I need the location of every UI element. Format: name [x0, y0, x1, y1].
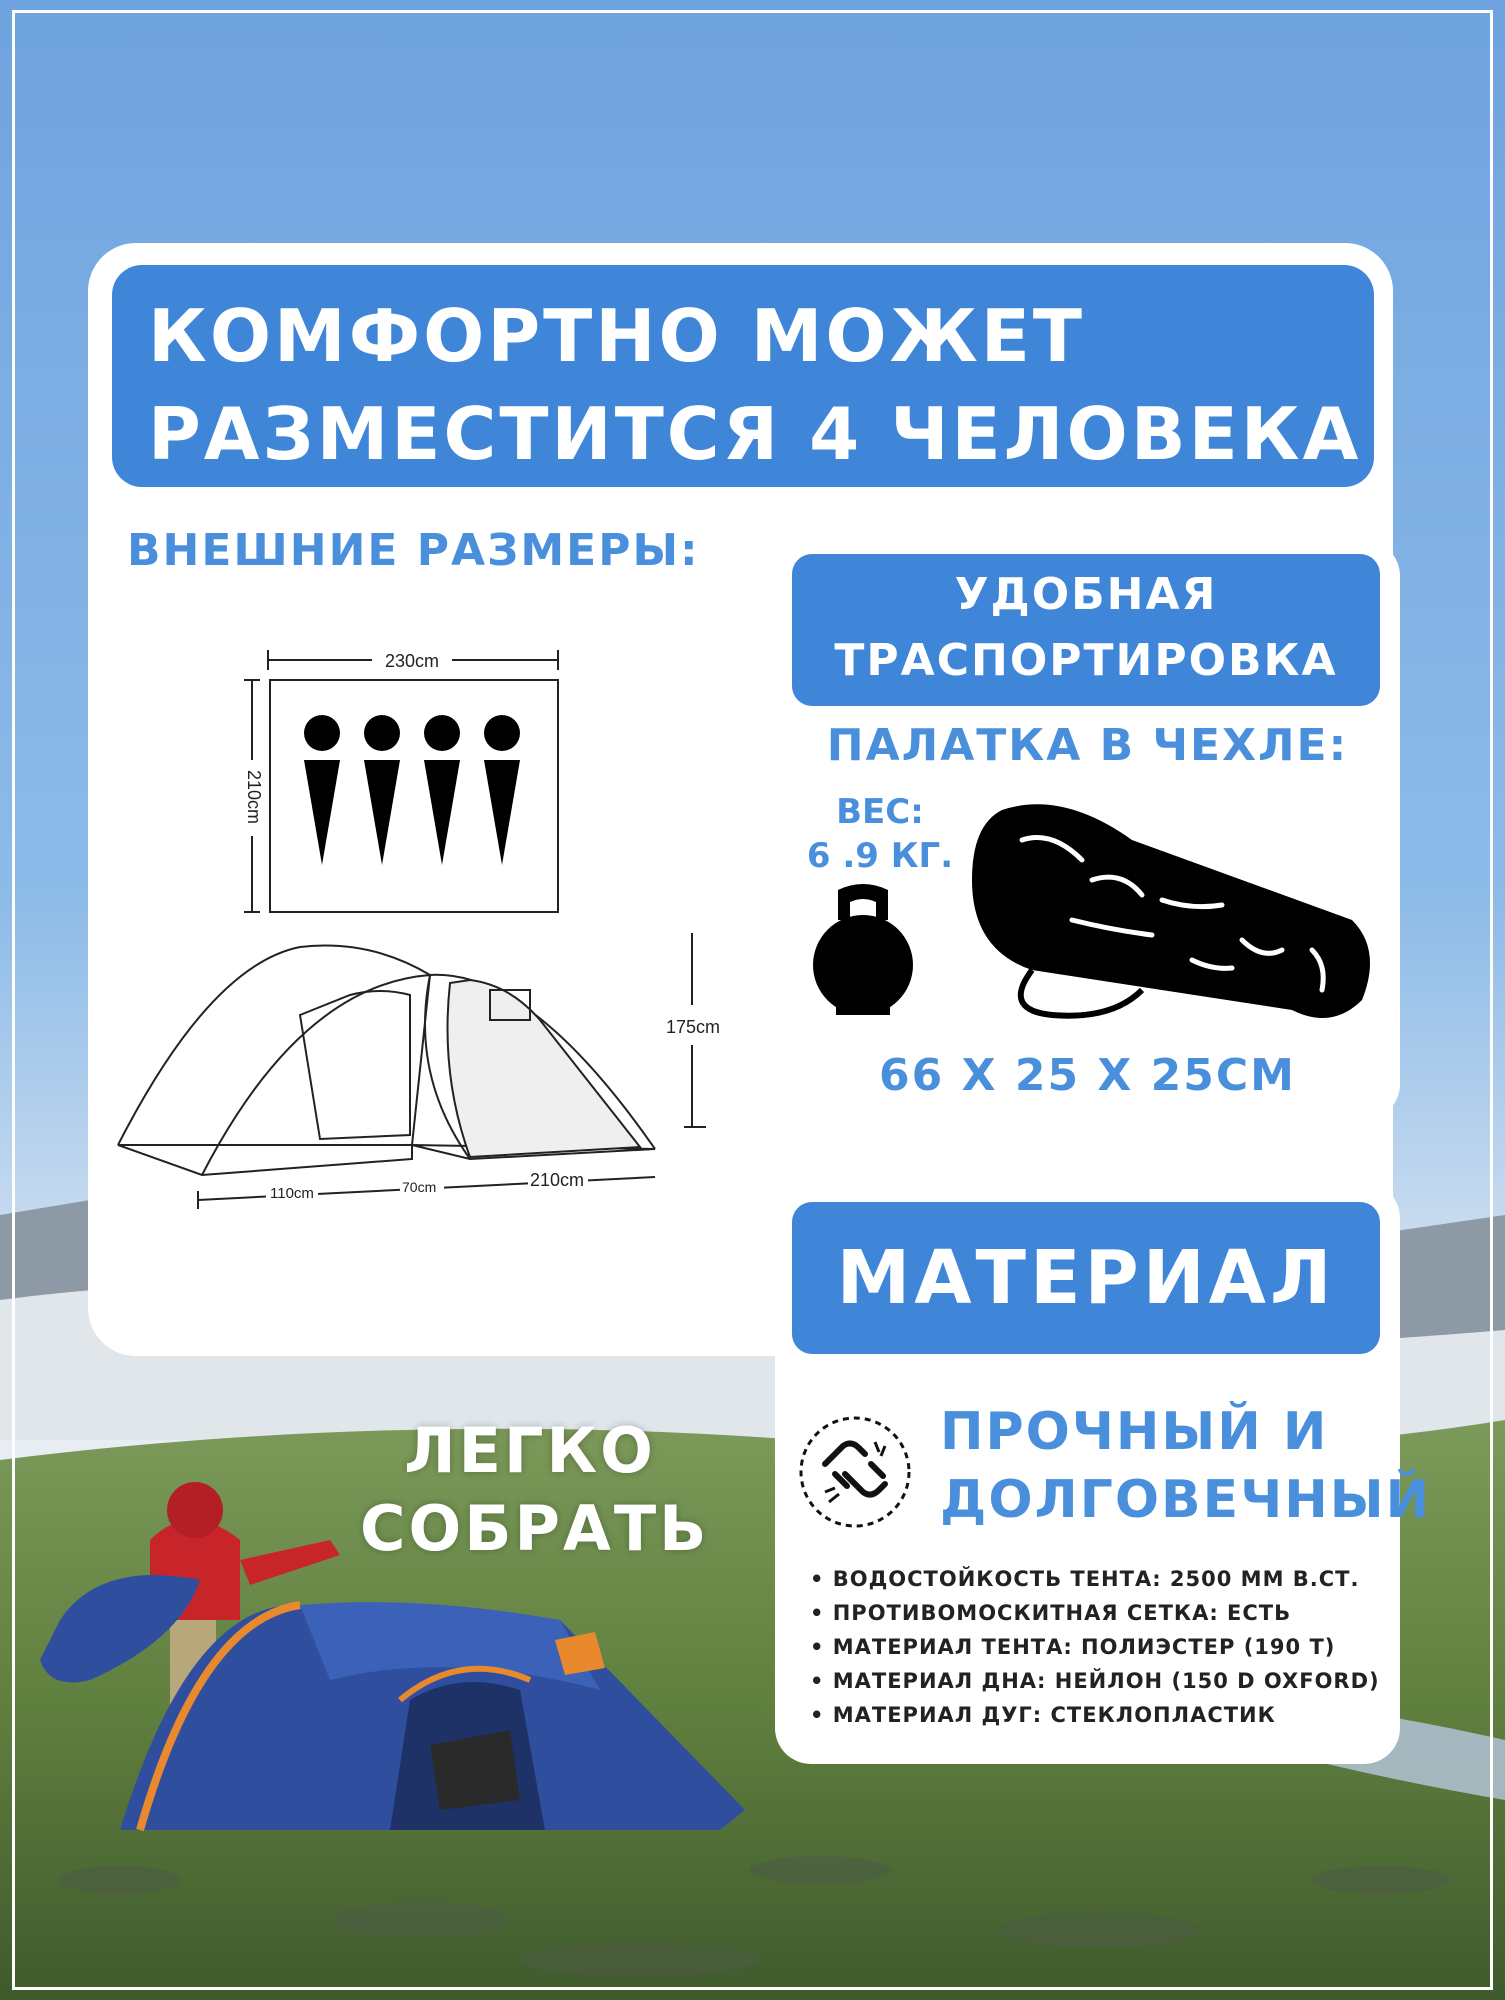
- width-dimension-label: 230cm: [384, 651, 440, 671]
- mid-dimension-label: 70cm: [402, 1179, 437, 1195]
- depth-dimension-label: 210cm: [244, 770, 264, 825]
- transport-heading-line-1: УДОБНАЯ: [954, 569, 1218, 620]
- height-dimension-label: 175cm: [666, 1017, 721, 1037]
- floor-plan-diagram: [240, 640, 570, 920]
- case-title: ПАЛАТКА В ЧЕХЛЕ:: [826, 720, 1349, 771]
- weight-value: 6 .9 КГ.: [806, 836, 954, 876]
- headline-banner: [112, 265, 1374, 487]
- transport-heading-line-2: ТРАСПОРТИРОВКА: [834, 635, 1338, 686]
- easy-setup-line-2: СОБРАТЬ: [360, 1492, 710, 1565]
- spec-item: • МАТЕРИАЛ ТЕНТА: ПОЛИЭСТЕР (190 Т): [810, 1630, 1380, 1664]
- material-heading: МАТЕРИАЛ: [792, 1202, 1380, 1354]
- dimensions-title: ВНЕШНИЕ РАЗМЕРЫ:: [127, 525, 700, 576]
- vestibule-dimension-label: 110cm: [270, 1185, 314, 1202]
- transport-heading: [792, 554, 1380, 706]
- broken-link-icon: [795, 1412, 915, 1532]
- inner-dimension-label: 210cm: [530, 1170, 585, 1190]
- durable-title: [940, 1398, 1431, 1534]
- headline-line-1: КОМФОРТНО МОЖЕТ: [148, 294, 1086, 378]
- case-size: 66 X 25 X 25CM: [879, 1050, 1296, 1101]
- spec-item: • МАТЕРИАЛ ДУГ: СТЕКЛОПЛАСТИК: [810, 1698, 1380, 1732]
- durable-line-2: ДОЛГОВЕЧНЫЙ: [940, 1470, 1432, 1530]
- tent-side-view-diagram: [110, 925, 730, 1225]
- easy-setup-line-1: ЛЕГКО: [404, 1414, 656, 1487]
- spec-item: • ПРОТИВОМОСКИТНАЯ СЕТКА: ЕСТЬ: [810, 1596, 1380, 1630]
- person-icon: [304, 715, 340, 865]
- material-specs-list: [810, 1562, 1380, 1732]
- easy-setup-caption: [360, 1412, 710, 1568]
- spec-item: • ВОДОСТОЙКОСТЬ ТЕНТА: 2500 ММ В.СТ.: [810, 1562, 1380, 1596]
- weight-label-line-1: ВЕС:: [836, 792, 924, 832]
- durable-line-1: ПРОЧНЫЙ И: [940, 1402, 1329, 1462]
- spec-item: • МАТЕРИАЛ ДНА: НЕЙЛОН (150 D OXFORD): [810, 1664, 1380, 1698]
- kettlebell-icon: [808, 880, 918, 1020]
- headline-line-2: РАЗМЕСТИТСЯ 4 ЧЕЛОВЕКА: [148, 392, 1362, 476]
- weight-label: [790, 790, 970, 878]
- person-icon: [484, 715, 520, 865]
- person-icon: [424, 715, 460, 865]
- tent-bag-icon: [962, 800, 1382, 1030]
- person-icon: [364, 715, 400, 865]
